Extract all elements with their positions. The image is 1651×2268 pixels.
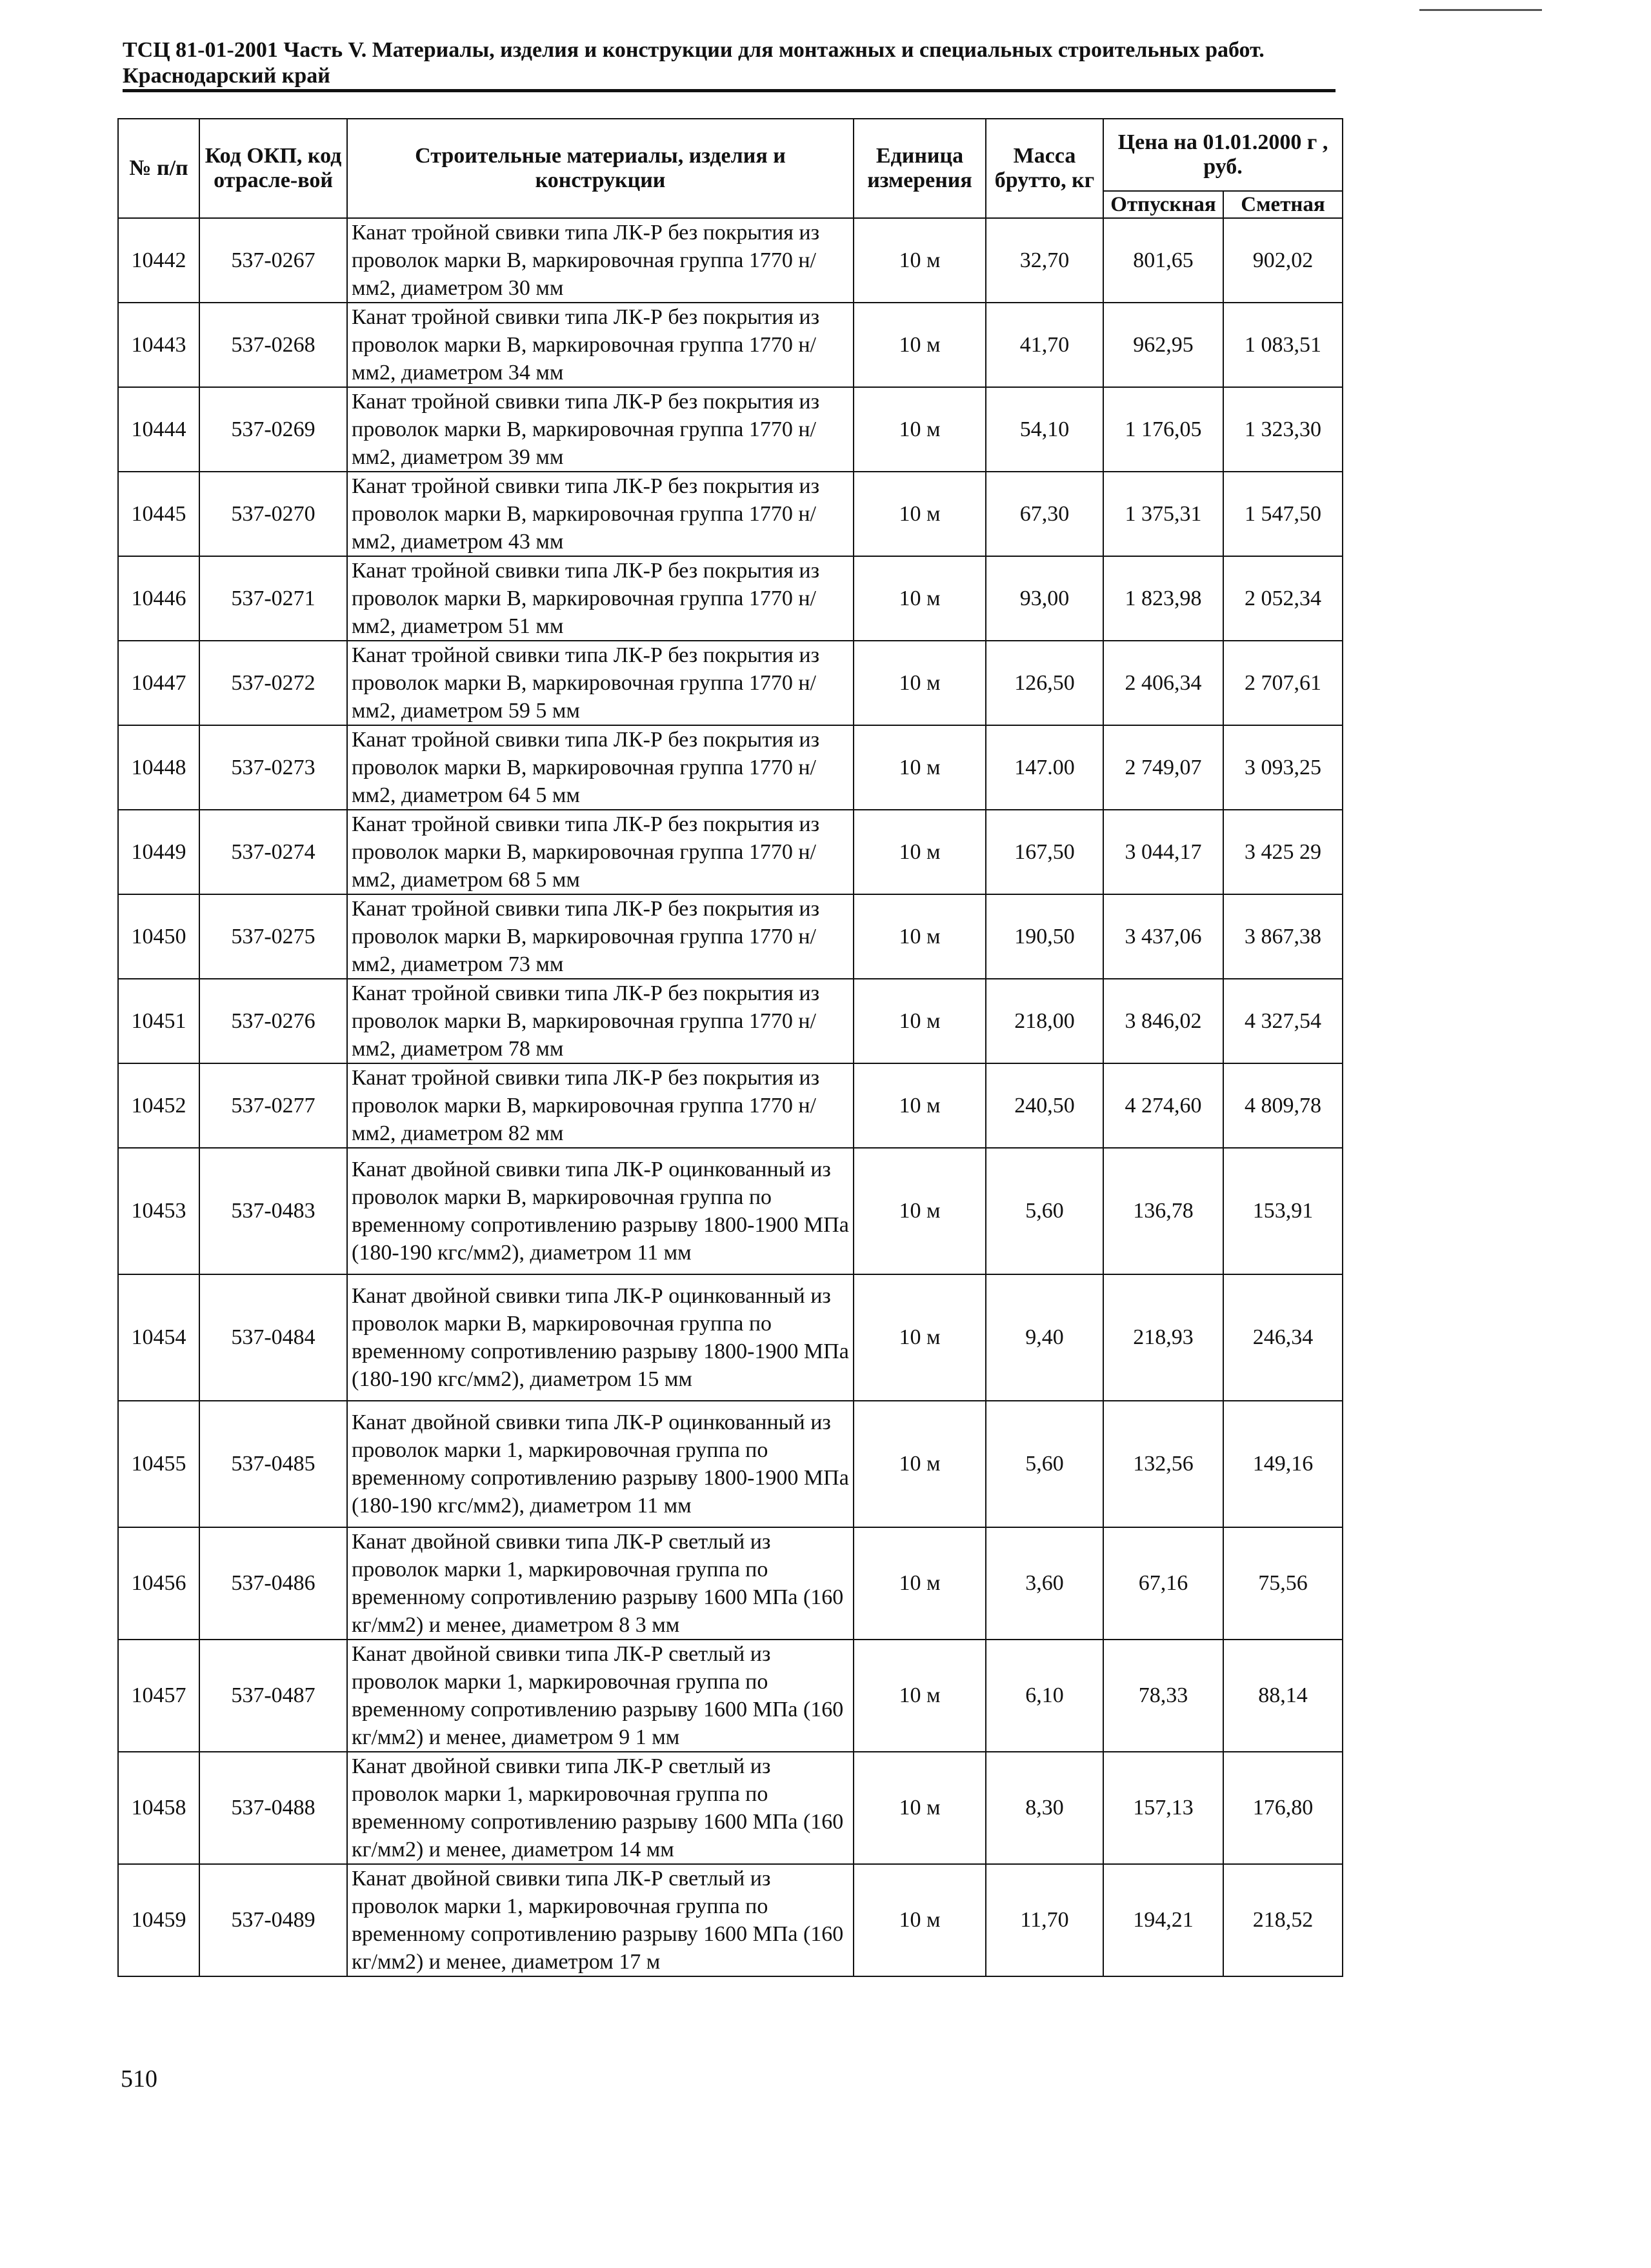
row-number: 10450	[118, 894, 199, 979]
row-name: Канат двойной свивки типа ЛК-Р светлый из проволок марки 1, маркировочная группа по временному сопротивлению разрыву 1600 МПа (160 кг/мм2) и менее, диаметром 8 3 мм	[347, 1527, 854, 1640]
row-mass: 9,40	[986, 1274, 1103, 1401]
row-code: 537-0487	[199, 1640, 347, 1752]
row-price-release: 3 846,02	[1103, 979, 1223, 1063]
row-price-estimate: 902,02	[1223, 218, 1343, 303]
row-code: 537-0271	[199, 556, 347, 641]
table-row	[118, 556, 1343, 641]
row-price-estimate: 4 327,54	[1223, 979, 1343, 1063]
row-unit: 10 м	[854, 218, 986, 303]
row-name: Канат тройной свивки типа ЛК-Р без покрытия из проволок марки В, маркировочная группа 1770 н/мм2, диаметром 78 мм	[347, 979, 854, 1063]
row-name: Канат тройной свивки типа ЛК-Р без покрытия из проволок марки В, маркировочная группа 1770 н/мм2, диаметром 30 мм	[347, 218, 854, 303]
row-price-release: 2 406,34	[1103, 641, 1223, 725]
table-row	[118, 1752, 1343, 1864]
row-price-release: 194,21	[1103, 1864, 1223, 1976]
row-unit: 10 м	[854, 472, 986, 556]
row-number: 10453	[118, 1148, 199, 1274]
row-mass: 126,50	[986, 641, 1103, 725]
table-row	[118, 1864, 1343, 1976]
row-price-release: 132,56	[1103, 1401, 1223, 1527]
row-price-estimate: 3 425 29	[1223, 810, 1343, 894]
col-header-price-release: Отпускная	[1103, 191, 1223, 218]
row-unit: 10 м	[854, 1752, 986, 1864]
table-header	[118, 119, 1343, 218]
row-code: 537-0489	[199, 1864, 347, 1976]
row-unit: 10 м	[854, 303, 986, 387]
col-header-price: Цена на 01.01.2000 г , руб.	[1103, 119, 1343, 191]
col-header-price-estimate: Сметная	[1223, 191, 1343, 218]
row-price-estimate: 1 547,50	[1223, 472, 1343, 556]
row-price-estimate: 2 707,61	[1223, 641, 1343, 725]
table-row	[118, 894, 1343, 979]
row-price-release: 962,95	[1103, 303, 1223, 387]
row-code: 537-0488	[199, 1752, 347, 1864]
row-price-release: 1 176,05	[1103, 387, 1223, 472]
row-unit: 10 м	[854, 979, 986, 1063]
col-header-num: № п/п	[118, 119, 199, 218]
row-mass: 11,70	[986, 1864, 1103, 1976]
row-price-release: 1 375,31	[1103, 472, 1223, 556]
row-code: 537-0274	[199, 810, 347, 894]
row-price-release: 136,78	[1103, 1148, 1223, 1274]
row-number: 10459	[118, 1864, 199, 1976]
row-name: Канат тройной свивки типа ЛК-Р без покрытия из проволок марки В, маркировочная группа 1770 н/мм2, диаметром 34 мм	[347, 303, 854, 387]
row-mass: 240,50	[986, 1063, 1103, 1148]
row-number: 10442	[118, 218, 199, 303]
table-row	[118, 1640, 1343, 1752]
row-number: 10444	[118, 387, 199, 472]
row-number: 10445	[118, 472, 199, 556]
row-name: Канат тройной свивки типа ЛК-Р без покрытия из проволок марки В, маркировочная группа 1770 н/мм2, диаметром 39 мм	[347, 387, 854, 472]
row-name: Канат тройной свивки типа ЛК-Р без покрытия из проволок марки В, маркировочная группа 1770 н/мм2, диаметром 64 5 мм	[347, 725, 854, 810]
table-body	[118, 218, 1343, 1976]
col-header-mass: Масса брутто, кг	[986, 119, 1103, 218]
row-unit: 10 м	[854, 1640, 986, 1752]
header-title: ТСЦ 81-01-2001 Часть V. Материалы, изделия и конструкции для монтажных и специальных строительных работ.	[123, 38, 1265, 62]
table-row	[118, 1063, 1343, 1148]
row-mass: 167,50	[986, 810, 1103, 894]
row-name: Канат двойной свивки типа ЛК-Р светлый из проволок марки 1, маркировочная группа по временному сопротивлению разрыву 1600 МПа (160 кг/мм2) и менее, диаметром 9 1 мм	[347, 1640, 854, 1752]
table-row	[118, 303, 1343, 387]
col-header-unit: Единица измерения	[854, 119, 986, 218]
row-name: Канат двойной свивки типа ЛК-Р светлый из проволок марки 1, маркировочная группа по временному сопротивлению разрыву 1600 МПа (160 кг/мм2) и менее, диаметром 14 мм	[347, 1752, 854, 1864]
row-code: 537-0267	[199, 218, 347, 303]
row-number: 10454	[118, 1274, 199, 1401]
price-table	[117, 118, 1343, 1977]
row-mass: 147.00	[986, 725, 1103, 810]
row-code: 537-0277	[199, 1063, 347, 1148]
header-rule	[123, 89, 1336, 92]
row-code: 537-0272	[199, 641, 347, 725]
row-price-release: 4 274,60	[1103, 1063, 1223, 1148]
row-price-release: 67,16	[1103, 1527, 1223, 1640]
row-number: 10447	[118, 641, 199, 725]
row-mass: 190,50	[986, 894, 1103, 979]
row-price-estimate: 88,14	[1223, 1640, 1343, 1752]
row-code: 537-0276	[199, 979, 347, 1063]
row-name: Канат тройной свивки типа ЛК-Р без покрытия из проволок марки В, маркировочная группа 1770 н/мм2, диаметром 43 мм	[347, 472, 854, 556]
row-price-estimate: 3 093,25	[1223, 725, 1343, 810]
row-number: 10452	[118, 1063, 199, 1148]
table-row	[118, 1148, 1343, 1274]
row-price-estimate: 153,91	[1223, 1148, 1343, 1274]
row-name: Канат двойной свивки типа ЛК-Р оцинкованный из проволок марки В, маркировочная группа по временному сопротивлению разрыву 1800-1900 МПа (180-190 кгс/мм2), диаметром 11 мм	[347, 1148, 854, 1274]
row-code: 537-0486	[199, 1527, 347, 1640]
row-mass: 8,30	[986, 1752, 1103, 1864]
row-price-release: 157,13	[1103, 1752, 1223, 1864]
row-number: 10446	[118, 556, 199, 641]
row-number: 10449	[118, 810, 199, 894]
row-number: 10458	[118, 1752, 199, 1864]
row-price-release: 2 749,07	[1103, 725, 1223, 810]
row-name: Канат двойной свивки типа ЛК-Р оцинкованный из проволок марки В, маркировочная группа по временному сопротивлению разрыву 1800-1900 МПа (180-190 кгс/мм2), диаметром 15 мм	[347, 1274, 854, 1401]
row-price-estimate: 2 052,34	[1223, 556, 1343, 641]
row-code: 537-0483	[199, 1148, 347, 1274]
row-price-estimate: 1 323,30	[1223, 387, 1343, 472]
row-price-estimate: 3 867,38	[1223, 894, 1343, 979]
row-unit: 10 м	[854, 1148, 986, 1274]
row-mass: 3,60	[986, 1527, 1103, 1640]
row-unit: 10 м	[854, 810, 986, 894]
row-price-estimate: 149,16	[1223, 1401, 1343, 1527]
row-unit: 10 м	[854, 641, 986, 725]
row-price-release: 78,33	[1103, 1640, 1223, 1752]
row-price-estimate: 1 083,51	[1223, 303, 1343, 387]
row-mass: 6,10	[986, 1640, 1103, 1752]
row-unit: 10 м	[854, 1274, 986, 1401]
table-row	[118, 725, 1343, 810]
row-unit: 10 м	[854, 1063, 986, 1148]
table-row	[118, 1401, 1343, 1527]
row-price-release: 3 044,17	[1103, 810, 1223, 894]
row-unit: 10 м	[854, 1864, 986, 1976]
row-name: Канат тройной свивки типа ЛК-Р без покрытия из проволок марки В, маркировочная группа 1770 н/мм2, диаметром 68 5 мм	[347, 810, 854, 894]
row-price-estimate: 246,34	[1223, 1274, 1343, 1401]
table-row	[118, 472, 1343, 556]
row-number: 10457	[118, 1640, 199, 1752]
row-mass: 93,00	[986, 556, 1103, 641]
header-region: Краснодарский край	[123, 64, 330, 88]
table-row	[118, 1527, 1343, 1640]
row-price-release: 218,93	[1103, 1274, 1223, 1401]
row-code: 537-0268	[199, 303, 347, 387]
row-code: 537-0270	[199, 472, 347, 556]
row-number: 10443	[118, 303, 199, 387]
row-price-estimate: 218,52	[1223, 1864, 1343, 1976]
row-mass: 32,70	[986, 218, 1103, 303]
row-name: Канат двойной свивки типа ЛК-Р светлый из проволок марки 1, маркировочная группа по временному сопротивлению разрыву 1600 МПа (160 кг/мм2) и менее, диаметром 17 м	[347, 1864, 854, 1976]
table-row	[118, 218, 1343, 303]
row-code: 537-0275	[199, 894, 347, 979]
table-row	[118, 1274, 1343, 1401]
row-number: 10448	[118, 725, 199, 810]
row-price-release: 3 437,06	[1103, 894, 1223, 979]
row-name: Канат тройной свивки типа ЛК-Р без покрытия из проволок марки В, маркировочная группа 1770 н/мм2, диаметром 59 5 мм	[347, 641, 854, 725]
row-unit: 10 м	[854, 387, 986, 472]
row-mass: 5,60	[986, 1401, 1103, 1527]
row-mass: 54,10	[986, 387, 1103, 472]
row-mass: 5,60	[986, 1148, 1103, 1274]
page-number: 510	[121, 2065, 157, 2092]
row-mass: 218,00	[986, 979, 1103, 1063]
row-number: 10456	[118, 1527, 199, 1640]
row-code: 537-0485	[199, 1401, 347, 1527]
row-unit: 10 м	[854, 894, 986, 979]
table-row	[118, 979, 1343, 1063]
row-price-estimate: 4 809,78	[1223, 1063, 1343, 1148]
col-header-name: Строительные материалы, изделия и конструкции	[347, 119, 854, 218]
row-number: 10455	[118, 1401, 199, 1527]
row-code: 537-0273	[199, 725, 347, 810]
row-unit: 10 м	[854, 725, 986, 810]
row-code: 537-0269	[199, 387, 347, 472]
row-price-estimate: 176,80	[1223, 1752, 1343, 1864]
row-name: Канат двойной свивки типа ЛК-Р оцинкованный из проволок марки 1, маркировочная группа по временному сопротивлению разрыву 1800-1900 МПа (180-190 кгс/мм2), диаметром 11 мм	[347, 1401, 854, 1527]
row-unit: 10 м	[854, 1401, 986, 1527]
row-mass: 41,70	[986, 303, 1103, 387]
document-header	[123, 37, 1336, 89]
table-row	[118, 810, 1343, 894]
row-price-release: 1 823,98	[1103, 556, 1223, 641]
row-unit: 10 м	[854, 1527, 986, 1640]
row-mass: 67,30	[986, 472, 1103, 556]
col-header-code: Код ОКП, код отрасле-вой	[199, 119, 347, 218]
row-name: Канат тройной свивки типа ЛК-Р без покрытия из проволок марки В, маркировочная группа 1770 н/мм2, диаметром 51 мм	[347, 556, 854, 641]
row-name: Канат тройной свивки типа ЛК-Р без покрытия из проволок марки В, маркировочная группа 1770 н/мм2, диаметром 73 мм	[347, 894, 854, 979]
table-row	[118, 641, 1343, 725]
row-number: 10451	[118, 979, 199, 1063]
scan-corner-mark	[1419, 9, 1542, 11]
row-price-estimate: 75,56	[1223, 1527, 1343, 1640]
row-name: Канат тройной свивки типа ЛК-Р без покрытия из проволок марки В, маркировочная группа 1770 н/мм2, диаметром 82 мм	[347, 1063, 854, 1148]
row-code: 537-0484	[199, 1274, 347, 1401]
row-unit: 10 м	[854, 556, 986, 641]
row-price-release: 801,65	[1103, 218, 1223, 303]
table-row	[118, 387, 1343, 472]
